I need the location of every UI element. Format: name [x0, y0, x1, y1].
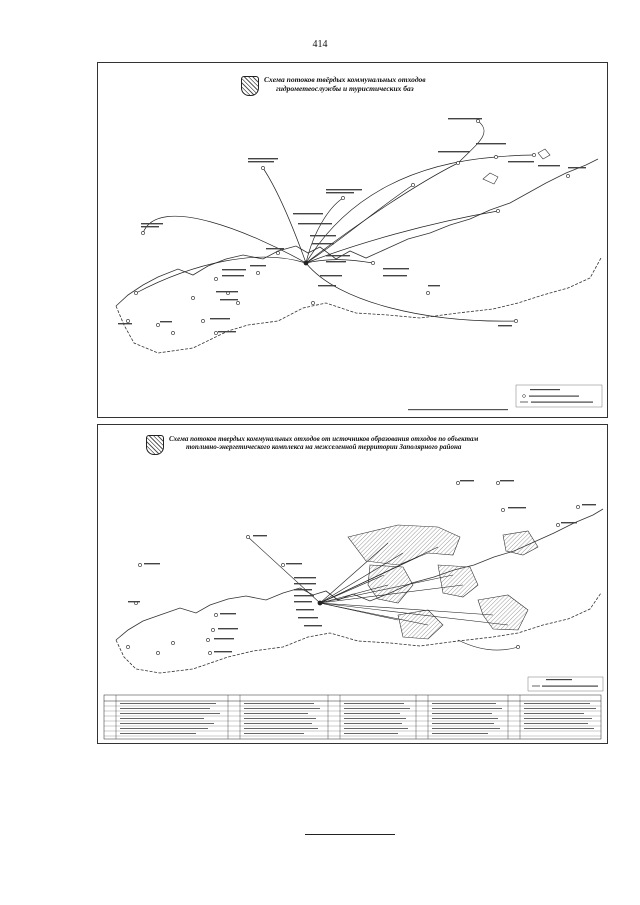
settlement-marker — [214, 613, 217, 616]
settlement-marker — [214, 331, 217, 334]
settlement-marker — [126, 319, 129, 322]
settlement-marker — [576, 505, 579, 508]
settlement-marker — [532, 153, 535, 156]
map2-coastline — [116, 509, 603, 640]
settlement-marker — [514, 319, 517, 322]
settlement-marker — [496, 481, 499, 484]
settlement-marker — [311, 301, 314, 304]
map1-island — [538, 149, 550, 159]
settlement-marker — [566, 174, 569, 177]
map2-legend — [528, 677, 603, 691]
settlement-marker — [211, 628, 214, 631]
settlement-marker — [214, 277, 217, 280]
settlement-marker — [456, 481, 459, 484]
settlement-marker — [256, 271, 259, 274]
footer-rule — [305, 834, 395, 835]
map1-source-note — [408, 409, 508, 410]
settlement-marker — [261, 166, 264, 169]
settlement-marker — [276, 251, 279, 254]
map1-label-marks — [118, 118, 586, 332]
settlement-marker — [281, 563, 284, 566]
map2-source-table — [104, 695, 601, 739]
settlement-marker — [134, 291, 137, 294]
settlement-marker — [456, 161, 459, 164]
map2-drawing — [98, 425, 607, 743]
map1-drawing — [98, 63, 607, 417]
map1-title-line2: гидрометеослужбы и туристических баз — [275, 83, 414, 93]
settlement-marker — [191, 296, 194, 299]
map2-licence-areas — [348, 525, 538, 639]
map1-district-border — [116, 258, 601, 353]
map2-district-border — [116, 593, 601, 673]
settlement-marker — [501, 508, 504, 511]
settlement-marker — [236, 301, 239, 304]
map2-hub-marker — [318, 601, 323, 606]
settlement-marker — [141, 231, 144, 234]
map2-title-line2: топливно-энергетического комплекса на межселенной территории Заполярного района — [186, 443, 462, 451]
settlement-marker — [126, 645, 129, 648]
hydromet-waste-flow-map — [97, 62, 608, 418]
settlement-marker — [411, 183, 414, 186]
map1-flow-lines — [136, 121, 534, 321]
map1-settlements — [126, 119, 569, 334]
page-number: 414 — [312, 39, 328, 50]
settlement-marker — [156, 651, 159, 654]
settlement-marker — [371, 261, 374, 264]
settlement-marker — [138, 563, 141, 566]
map1-coastline — [116, 159, 598, 306]
settlement-marker — [476, 119, 479, 122]
settlement-marker — [494, 155, 497, 158]
map1-hub-marker — [304, 261, 309, 266]
settlement-marker — [426, 291, 429, 294]
settlement-marker — [156, 323, 159, 326]
settlement-marker — [341, 196, 344, 199]
settlement-marker — [556, 523, 559, 526]
settlement-marker — [496, 209, 499, 212]
map1-title-line1: Схема потоков твёрдых коммунальных отходов — [264, 75, 426, 84]
settlement-marker — [208, 651, 211, 654]
map2-title-line1: Схема потоков твердых коммунальных отходов от источников образования отходов по объектам — [169, 435, 479, 443]
settlement-marker — [206, 638, 209, 641]
settlement-marker — [246, 535, 249, 538]
map1-island — [483, 173, 498, 184]
fuel-energy-waste-flow-map — [97, 424, 608, 744]
map1-legend — [516, 385, 602, 407]
settlement-marker — [201, 319, 204, 322]
settlement-marker — [171, 331, 174, 334]
settlement-marker — [171, 641, 174, 644]
settlement-marker — [516, 645, 519, 648]
